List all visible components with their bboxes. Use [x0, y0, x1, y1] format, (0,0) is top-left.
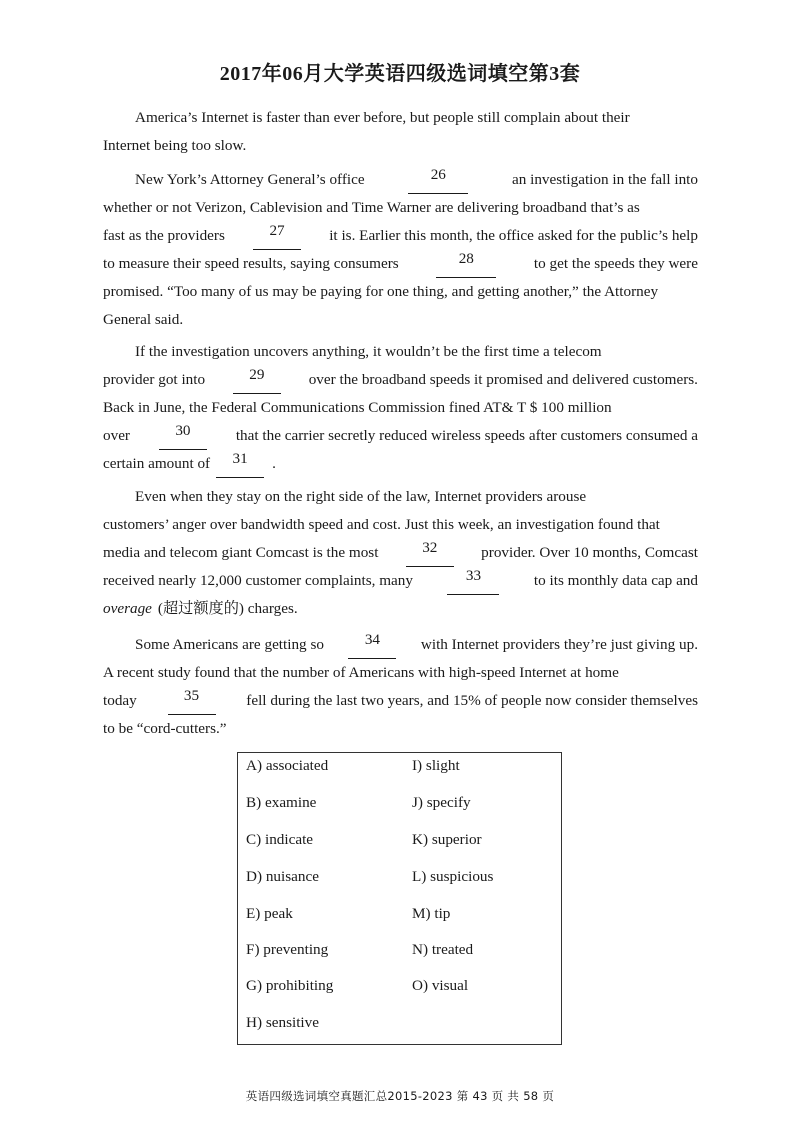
text-segment: America’s Internet is faster than ever before, but people still complain about their	[135, 109, 630, 126]
option-item: A) associated	[246, 757, 329, 774]
text-line	[103, 422, 698, 450]
text-line	[103, 539, 698, 567]
text-line	[103, 567, 698, 595]
option-item: J) specify	[412, 794, 471, 811]
text-line	[103, 511, 698, 539]
text-line	[103, 366, 698, 394]
text-segment: provider. Over 10 months, Comcast	[481, 544, 698, 561]
text-segment: Internet being too slow.	[103, 137, 247, 154]
answer-blank: 28	[436, 250, 496, 278]
text-line	[103, 306, 698, 334]
paragraph	[103, 166, 698, 334]
word-options-box	[237, 752, 562, 1045]
text-line	[103, 132, 698, 160]
text-segment: fell during the last two years, and 15% of people now consider themselves	[246, 692, 698, 709]
answer-blank: 27	[253, 222, 301, 250]
text-line	[103, 715, 698, 743]
paragraph	[103, 483, 698, 623]
text-line	[103, 250, 698, 278]
option-item: O) visual	[412, 977, 469, 994]
answer-blank: 29	[233, 366, 281, 394]
option-item: G) prohibiting	[246, 977, 334, 994]
text-line	[103, 687, 698, 715]
paragraph	[103, 631, 698, 743]
text-line	[103, 631, 698, 659]
paragraph	[103, 104, 698, 160]
text-segment: (超过额度的) charges.	[157, 600, 298, 617]
text-segment: certain amount of	[103, 455, 211, 472]
italic-term: overage	[103, 600, 152, 617]
page-footer: 英语四级选词填空真题汇总2015-2023 第 43 页 共 58 页	[245, 1089, 555, 1103]
text-segment: to measure their speed results, saying consumers	[103, 255, 399, 272]
option-item: L) suspicious	[412, 868, 494, 885]
paragraph	[103, 338, 698, 478]
text-line	[103, 222, 698, 250]
text-segment: Some Americans are getting so	[135, 636, 324, 653]
option-item: D) nuisance	[246, 868, 319, 885]
text-segment: If the investigation uncovers anything, it wouldn’t be the first time a telecom	[135, 343, 602, 360]
option-item: N) treated	[412, 941, 474, 958]
text-segment: today	[103, 692, 137, 709]
text-segment: promised. “Too many of us may be paying for one thing, and getting another,” the Attorney	[103, 283, 659, 300]
text-segment: with Internet providers they’re just giving up.	[420, 636, 698, 653]
text-line	[103, 104, 698, 132]
answer-blank: 30	[159, 422, 207, 450]
text-line	[103, 450, 698, 478]
text-segment: it is. Earlier this month, the office asked for the public’s help	[329, 227, 698, 244]
option-item: M) tip	[412, 905, 451, 922]
text-line	[103, 659, 698, 687]
page-title: 2017年06月大学英语四级选词填空第3套	[219, 63, 581, 85]
text-segment: over	[103, 427, 130, 444]
text-segment: whether or not Verizon, Cablevision and Time Warner are delivering broadband that’s as	[103, 199, 640, 216]
answer-blank: 32	[406, 539, 454, 567]
answer-blank: 31	[216, 450, 264, 478]
text-segment: that the carrier secretly reduced wireless speeds after customers consumed a	[235, 427, 698, 444]
option-item: K) superior	[412, 831, 482, 848]
option-item: H) sensitive	[246, 1014, 319, 1031]
text-segment: A recent study found that the number of Americans with high-speed Internet at home	[103, 664, 619, 681]
answer-blank: 33	[447, 567, 499, 595]
text-line	[103, 278, 698, 306]
text-segment: an investigation in the fall into	[511, 171, 698, 188]
text-line	[103, 595, 698, 623]
text-line	[103, 338, 698, 366]
answer-blank: 34	[348, 631, 396, 659]
text-segment: .	[272, 455, 276, 472]
answer-blank: 35	[168, 687, 216, 715]
answer-blank: 26	[408, 166, 468, 194]
option-item: F) preventing	[246, 941, 329, 958]
option-item: I) slight	[412, 757, 460, 774]
text-segment: customers’ anger over bandwidth speed and cost. Just this week, an investigation found that	[103, 516, 660, 533]
text-segment: over the broadband speeds it promised and delivered customers.	[308, 371, 698, 388]
option-item: C) indicate	[246, 831, 314, 848]
text-segment: media and telecom giant Comcast is the most	[103, 544, 379, 561]
text-line	[103, 194, 698, 222]
text-line	[103, 166, 698, 194]
text-segment: Even when they stay on the right side of the law, Internet providers arouse	[135, 488, 587, 505]
text-segment: to get the speeds they were	[533, 255, 698, 272]
option-item: B) examine	[246, 794, 317, 811]
option-item: E) peak	[246, 905, 293, 922]
text-segment: to its monthly data cap and	[533, 572, 698, 589]
text-segment: provider got into	[103, 371, 206, 388]
text-line	[103, 394, 698, 422]
text-line	[103, 483, 698, 511]
text-segment: to be “cord-cutters.”	[103, 720, 227, 737]
text-segment: fast as the providers	[103, 227, 225, 244]
text-segment: received nearly 12,000 customer complaints, many	[103, 572, 413, 589]
text-segment: Back in June, the Federal Communications Commission fined AT& T $ 100 million	[103, 399, 612, 416]
text-segment: General said.	[103, 311, 184, 328]
text-segment: New York’s Attorney General’s office	[135, 171, 365, 188]
